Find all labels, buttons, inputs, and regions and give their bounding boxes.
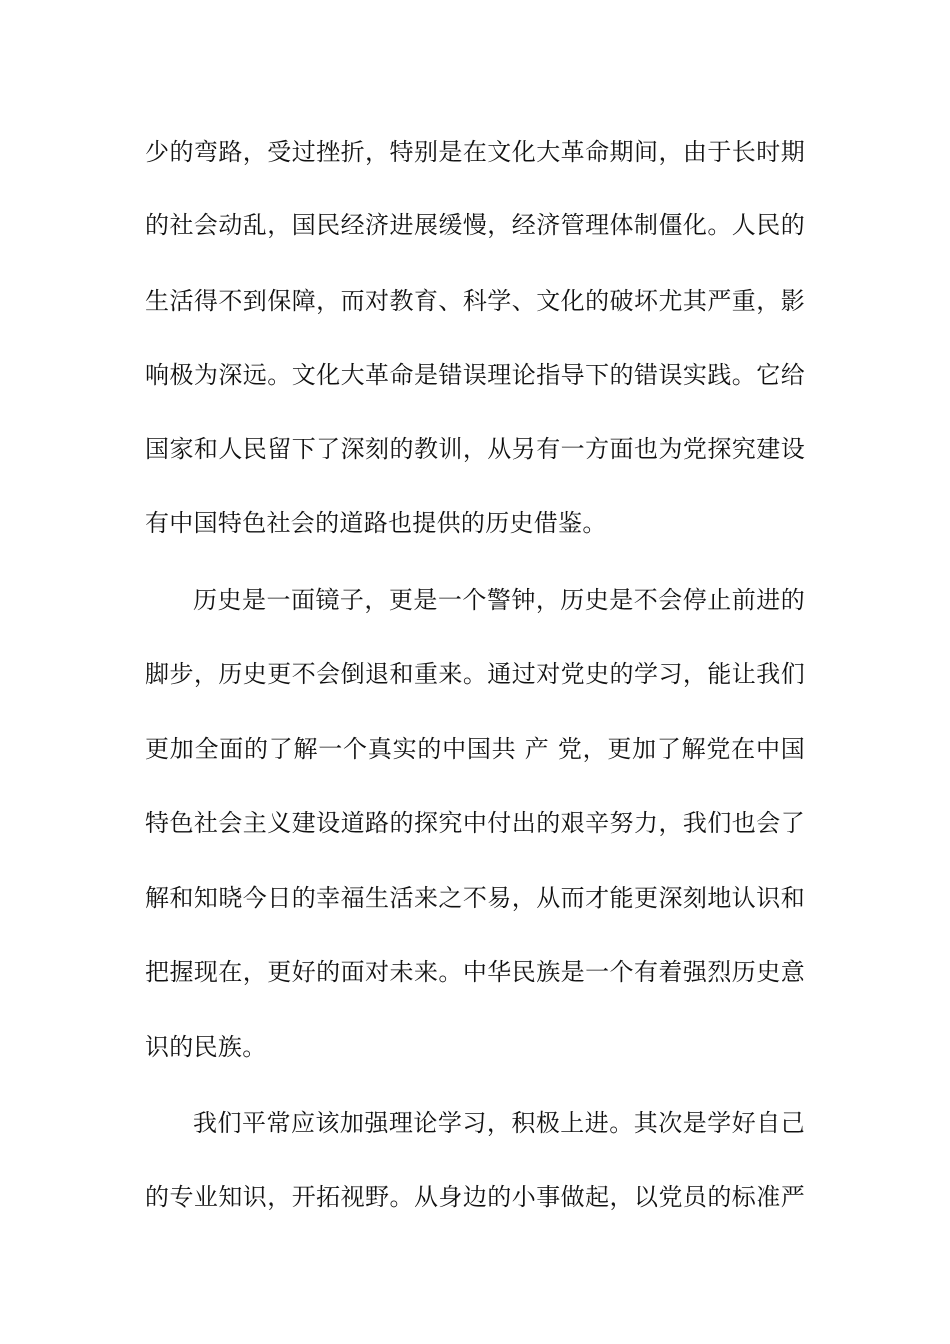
- text-line: 我们平常应该加强理论学习，积极上进。其次是学好自己: [193, 1109, 805, 1137]
- text-line: 更加全面的了解一个真实的中国共 产 党，更加了解党在中国: [145, 735, 805, 763]
- text-line: 脚步，历史更不会倒退和重来。通过对党史的学习，能让我们: [145, 660, 805, 688]
- text-line: 国家和人民留下了深刻的教训，从另有一方面也为党探究建设: [145, 435, 805, 463]
- text-line: 特色社会主义建设道路的探究中付出的艰辛努力，我们也会了: [145, 809, 805, 837]
- text-line: 少的弯路，受过挫折，特别是在文化大革命期间，由于长时期: [145, 138, 805, 166]
- text-line: 生活得不到保障，而对教育、科学、文化的破坏尤其严重，影: [145, 287, 805, 315]
- text-line: 的专业知识，开拓视野。从身边的小事做起，以党员的标准严: [145, 1183, 805, 1211]
- text-line: 把握现在，更好的面对未来。中华民族是一个有着强烈历史意: [145, 958, 805, 986]
- text-line: 有中国特色社会的道路也提供的历史借鉴。: [145, 509, 607, 537]
- text-line: 响极为深远。文化大革命是错误理论指导下的错误实践。它给: [145, 361, 805, 389]
- text-line: 的社会动乱，国民经济进展缓慢，经济管理体制僵化。人民的: [145, 211, 805, 239]
- text-line: 识的民族。: [145, 1033, 267, 1061]
- text-line: 解和知晓今日的幸福生活来之不易，从而才能更深刻地认识和: [145, 884, 805, 912]
- text-line: 历史是一面镜子，更是一个警钟，历史是不会停止前进的: [193, 586, 805, 614]
